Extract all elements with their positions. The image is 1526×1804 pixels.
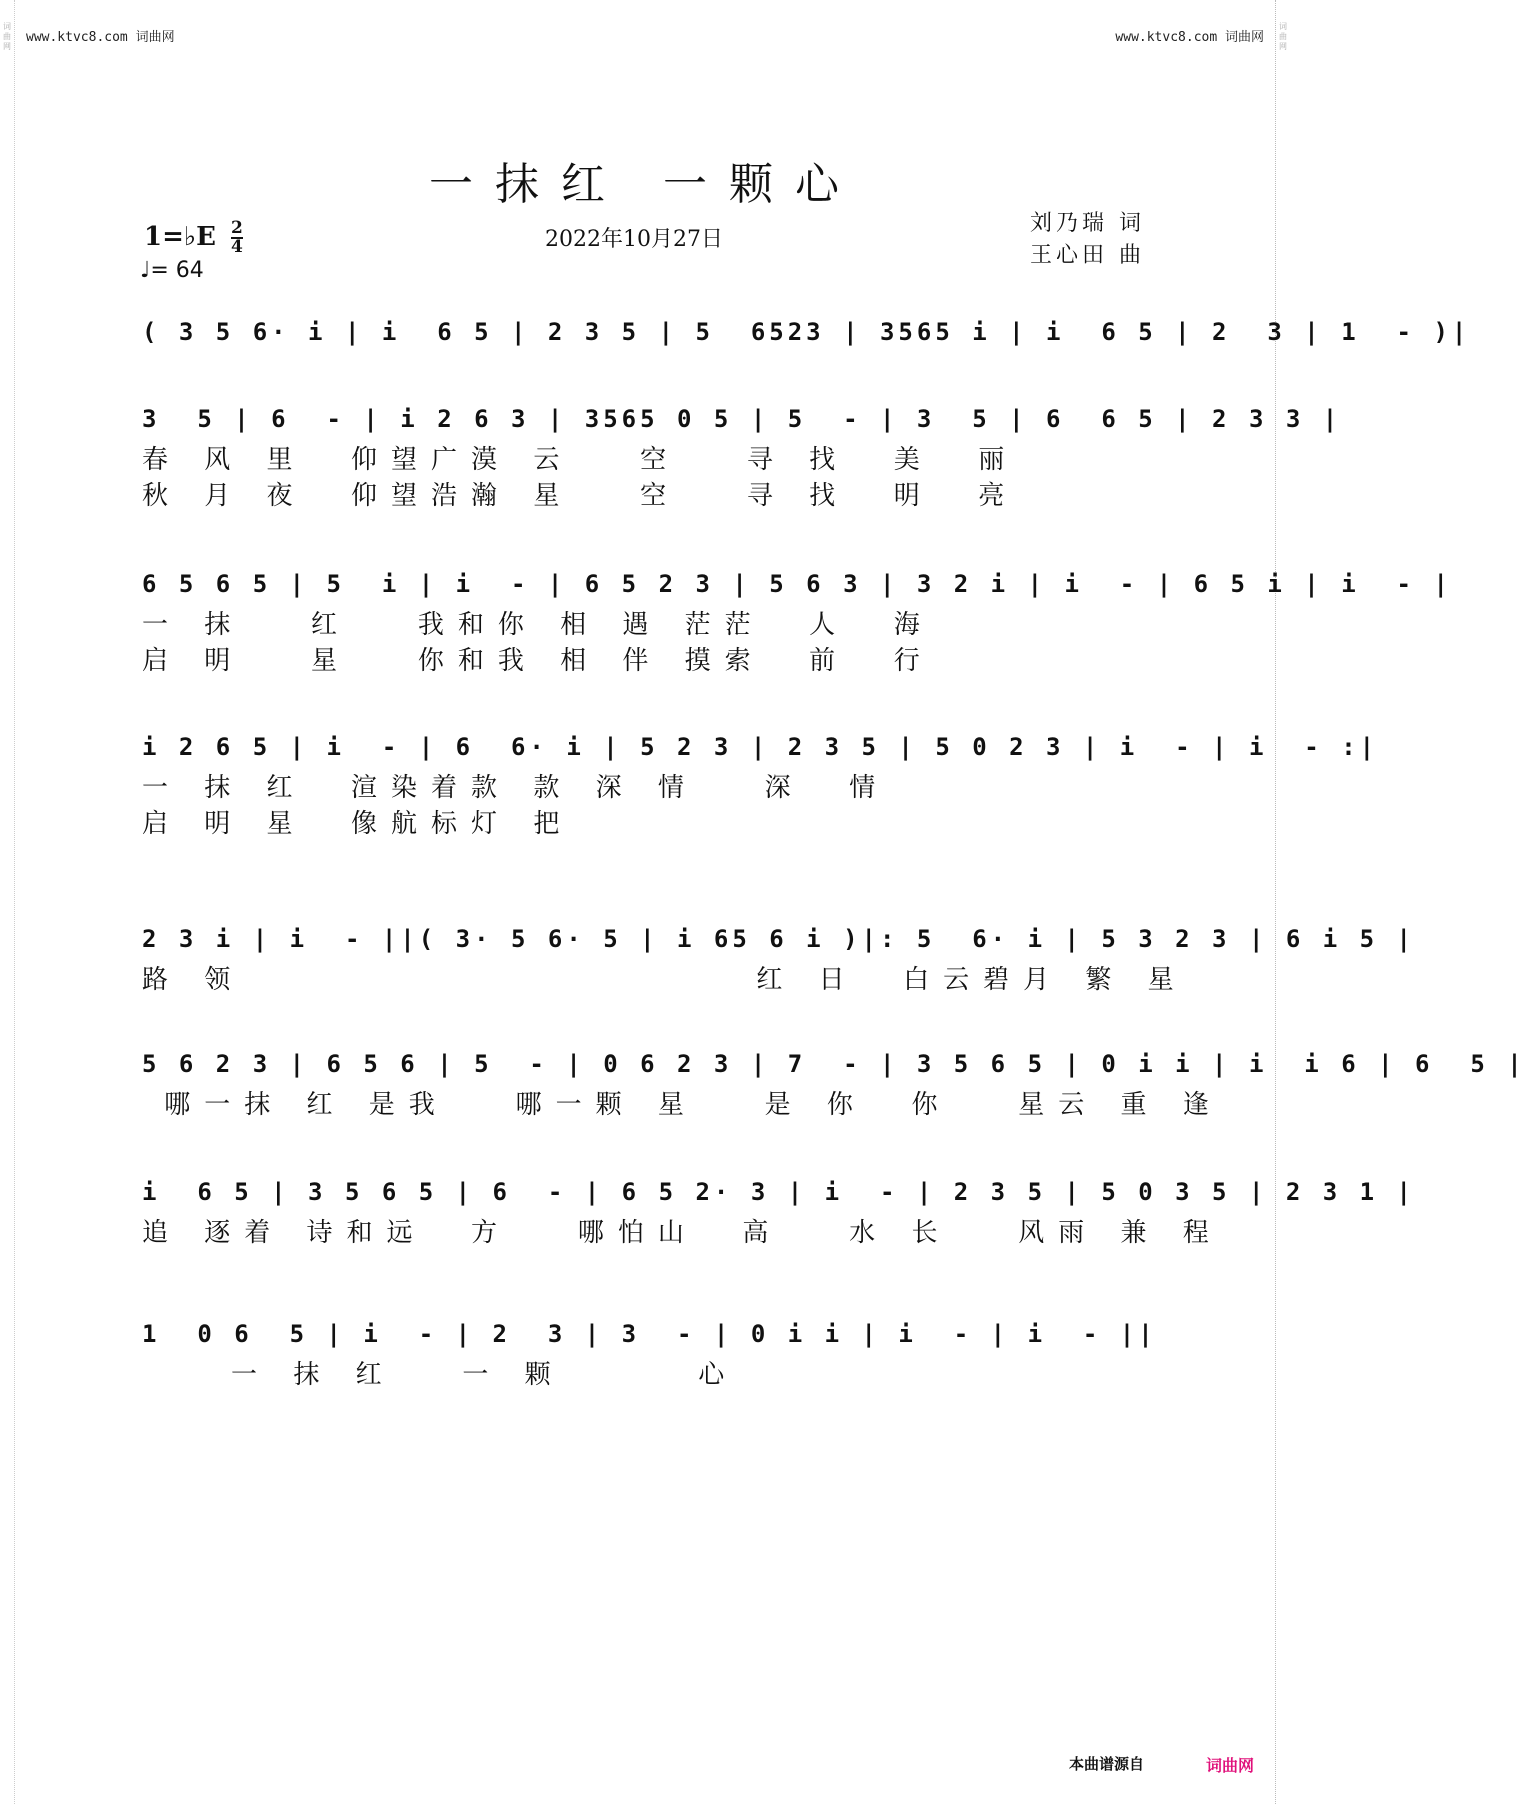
tempo-marking: ♩= 64 [140, 258, 204, 283]
notation-line: 5 6 2 3 | 6 5 6 | 5 - | 0 6 2 3 | 7 - | 3 5 6 5 | 0 i i | i i 6 | 6 5 | [142, 1050, 1526, 1078]
score-system [142, 1050, 1526, 1120]
notation-line: ( 3 5 6· i | i 6 5 | 2 3 5 | 5 6523 | 3565 i | i 6 5 | 2 3 | 1 - )| [142, 318, 1471, 346]
notation-line: 2 3 i | i - ||( 3· 5 6· 5 | i 65 6 i )|: 5 6· i | 5 3 2 3 | 6 i 5 | [142, 925, 1415, 953]
lyric-line: 启 明 星 像航标灯 把 [142, 809, 574, 839]
footer-site-logo[interactable]: 词曲网 [1205, 1756, 1254, 1775]
notation-line: 1 0 6 5 | i - | 2 3 | 3 - | 0 i i | i - | i - || [142, 1320, 1157, 1348]
lyric-line: 哪一抹 红 是我 哪一颗 星 是 你 你 星云 重 逢 [142, 1090, 1223, 1120]
score-system [142, 405, 1342, 511]
score-system [142, 318, 1471, 352]
notation-line: 3 5 | 6 - | i 2 6 3 | 3565 0 5 | 5 - | 3 5 | 6 6 5 | 2 3 3 | [142, 405, 1342, 433]
time-bottom: 4 [231, 237, 243, 257]
site-url-left[interactable]: www.ktvc8.com 词曲网 [26, 30, 175, 45]
composer-credit: 王心田 曲 [1030, 243, 1145, 268]
time-signature [231, 220, 243, 256]
score-system [142, 1320, 1157, 1390]
score-system [142, 570, 1452, 676]
site-url-right[interactable]: www.ktvc8.com 词曲网 [1115, 30, 1264, 45]
key-label: 1=♭E [144, 222, 216, 252]
lyric-line: 启 明 星 你和我 相 伴 摸索 前 行 [142, 646, 934, 676]
left-watermark-strip [0, 0, 15, 1804]
lyric-line: 春 风 里 仰望广漠 云 空 寻 找 美 丽 [142, 445, 1019, 475]
notation-line: i 6 5 | 3 5 6 5 | 6 - | 6 5 2· 3 | i - | 2 3 5 | 5 0 3 5 | 2 3 1 | [142, 1178, 1415, 1206]
score-system [142, 733, 1379, 839]
lyric-line: 一 抹 红 渲染着款 款 深 情 深 情 [142, 773, 890, 803]
notation-line: 6 5 6 5 | 5 i | i - | 6 5 2 3 | 5 6 3 | 3 2 i | i - | 6 5 i | i - | [142, 570, 1452, 598]
lyric-line: 路 领 红 日 白云碧月 繁 星 [142, 965, 1188, 995]
lyricist-credit: 刘乃瑞 词 [1030, 211, 1145, 236]
date-text: 2022年10月27日 [545, 227, 723, 252]
lyric-line: 一 抹 红 一 颗 心 [142, 1360, 739, 1390]
watermark-text: 词曲网 [3, 22, 11, 51]
notation-line: i 2 6 5 | i - | 6 6· i | 5 2 3 | 2 3 5 | 5 0 2 3 | i - | i - :| [142, 733, 1379, 761]
score-system [142, 1178, 1415, 1248]
watermark-text: 词曲网 [1279, 22, 1287, 51]
key-signature [144, 220, 243, 256]
score-system [142, 925, 1415, 995]
time-top: 2 [231, 218, 243, 238]
lyric-line: 秋 月 夜 仰望浩瀚 星 空 寻 找 明 亮 [142, 481, 1019, 511]
footer-source-label: 本曲谱源自 [1068, 1755, 1144, 1773]
right-watermark-strip [1275, 0, 1290, 1804]
lyric-line: 一 抹 红 我和你 相 遇 茫茫 人 海 [142, 610, 934, 640]
lyric-line: 追 逐着 诗和远 方 哪怕山 高 水 长 风雨 兼 程 [142, 1218, 1223, 1248]
song-title: 一抹红 一颗心 [429, 159, 861, 210]
